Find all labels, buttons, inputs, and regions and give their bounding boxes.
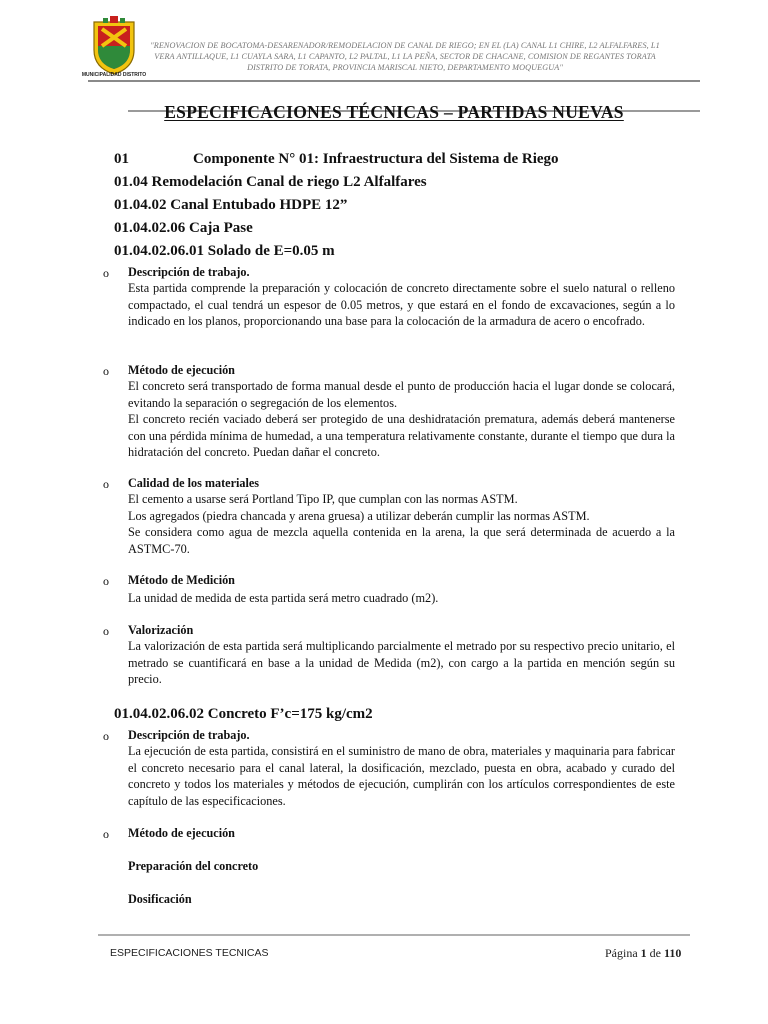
heading-0104020602: 01.04.02.06.02 Concreto F’c=175 kg/cm2 <box>114 706 373 722</box>
bullet-marker: o <box>103 266 109 280</box>
subsection-preparacion: Preparación del concreto <box>128 859 259 873</box>
subsection-dosificacion: Dosificación <box>128 892 192 906</box>
document-title: ESPECIFICACIONES TÉCNICAS – PARTIDAS NUEVAS <box>164 102 624 122</box>
project-header-text: "RENOVACION DE BOCATOMA-DESARENADOR/REMODELACION DE CANAL DE RIEGO; EN EL (LA) CANAL L1 CHIRE, L2 ALFALFARES, L1 VERA ANTILLAQUE, L1 CUAYLA SARA, L1 CAPANTO, L2 PALTAL, L1 LA PEÑA, SECTOR DE CHACANE, COMISION DE REGANTES TORATA DISTRITO DE TORATA, PROVINCIA MARISCAL NIETO, DEPARTAMENTO MOQUEGUA" <box>150 41 660 72</box>
section-title-metodo-ejecucion-2: Método de ejecución <box>128 826 235 840</box>
bullet-marker: o <box>103 827 109 841</box>
municipality-logo <box>88 16 140 78</box>
section-body-descripcion-2 <box>128 743 675 809</box>
section-title-metodo-ejecucion: Método de ejecución <box>128 363 235 377</box>
bullet-marker: o <box>103 574 109 588</box>
paragraph: El concreto será transportado de forma manual desde el punto de producción hacia el lugar donde se colocará, evitando la separación o segregación de los elementos. <box>128 379 675 410</box>
footer-divider <box>98 934 690 936</box>
heading-010402: 01.04.02 Canal Entubado HDPE 12” <box>114 197 348 213</box>
bullet-marker: o <box>103 729 109 743</box>
section-body-metodo-ejecucion <box>128 378 675 461</box>
section-body-valorizacion <box>128 638 675 688</box>
heading-01040206: 01.04.02.06 Caja Pase <box>114 220 253 236</box>
section-title-medicion: Método de Medición <box>128 573 235 587</box>
paragraph: El concreto recién vaciado deberá ser protegido de una deshidratación prematura, además deberá mantenerse con una pérdida mínima de humedad, a una temperatura relativamente constante, durante el tiempo que dura la hidratación del concreto. Puedan dañar el concreto. <box>128 412 675 460</box>
paragraph: Esta partida comprende la preparación y colocación de concreto directamente sobre el suelo natural o relleno compactado, el cual tendrá un espesor de 0.05 metros, y que estará en el fondo de excavaciones, según a lo indicado en los planos, proporcionando una base para la colocación de la armadura de acero o encofrado. <box>128 281 675 329</box>
heading-01-text: Componente N° 01: Infraestructura del Sistema de Riego <box>193 151 559 167</box>
section-body-descripcion <box>128 280 675 330</box>
section-title-calidad: Calidad de los materiales <box>128 476 260 490</box>
of-word: de <box>649 946 661 960</box>
logo-caption: MUNICIPALIDAD DISTRITO <box>81 72 147 78</box>
section-title-valorizacion: Valorización <box>128 623 194 637</box>
footer-doc-name: ESPECIFICACIONES TECNICAS <box>110 947 269 959</box>
heading-0104: 01.04 Remodelación Canal de riego L2 Alfalfares <box>114 174 427 190</box>
header-divider <box>88 80 700 82</box>
heading-0104020601: 01.04.02.06.01 Solado de E=0.05 m <box>114 243 335 259</box>
heading-01 <box>114 150 559 168</box>
paragraph: Se considera como agua de mezcla aquella contenida en la arena, la que será determinada de acuerdo a la ASTMC-70. <box>128 525 675 556</box>
section-title-descripcion-2: Descripción de trabajo. <box>128 728 250 742</box>
paragraph: Los agregados (piedra chancada y arena gruesa) a utilizar deberán cumplir las normas ASTM. <box>128 508 590 523</box>
section-body-medicion <box>128 590 675 607</box>
paragraph: La ejecución de esta partida, consistirá en el suministro de mano de obra, materiales y maquinaria para fabricar el concreto necesario para el canal lateral, la dosificación, mezclado, puesta en obra, acabado y curado del concreto y todos los materiales y métodos de ejecución, cumplirán con los artículos correspondientes de este capítulo de las especificaciones. <box>128 744 675 808</box>
paragraph: El cemento a usarse será Portland Tipo IP, que cumplan con las normas ASTM. <box>128 492 518 506</box>
heading-01-code: 01 <box>114 151 129 167</box>
page-number <box>605 946 681 961</box>
page-current: 1 <box>640 946 647 960</box>
paragraph: La valorización de esta partida será multiplicando parcialmente el metrado por su respectivo precio unitario, el metrado se cuantificará en base a la unidad de Medida (m2), con cargo a la partida en mención según su precio. <box>128 639 675 687</box>
paragraph: La unidad de medida de esta partida será metro cuadrado (m2). <box>128 591 439 605</box>
page-total: 110 <box>664 946 682 960</box>
bullet-marker: o <box>103 624 109 638</box>
section-body-calidad <box>128 491 675 557</box>
bullet-marker: o <box>103 364 109 378</box>
page-word: Página <box>605 946 638 960</box>
section-title-descripcion: Descripción de trabajo. <box>128 265 250 279</box>
bullet-marker: o <box>103 477 109 491</box>
